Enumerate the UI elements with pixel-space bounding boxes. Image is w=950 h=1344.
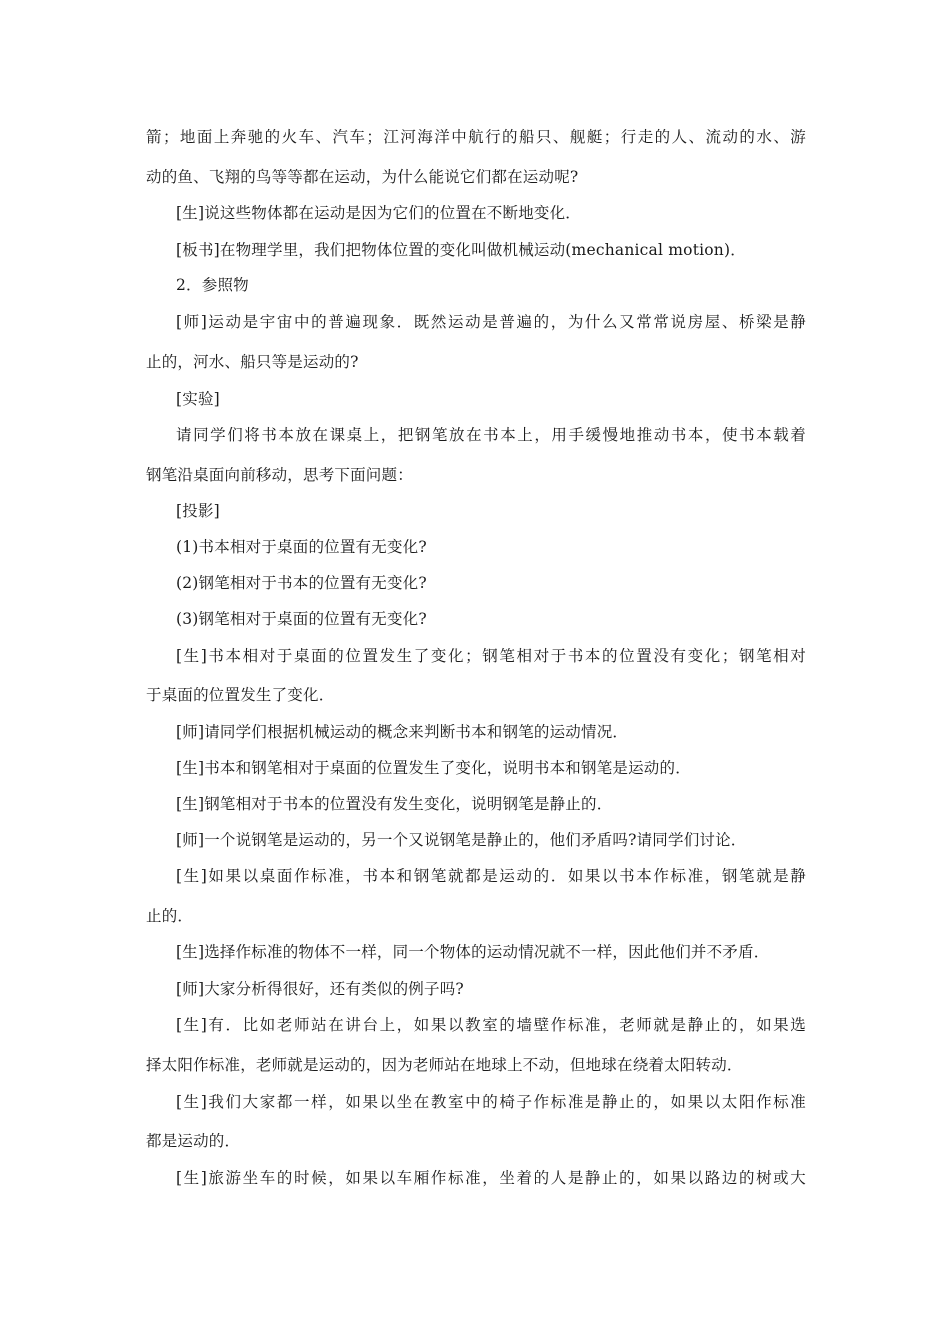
paragraph-line: [生]有．比如老师站在讲台上，如果以教室的墙壁作标准，老师就是静止的，如果选: [176, 1016, 806, 1034]
paragraph-line: [师]一个说钢笔是运动的，另一个又说钢笔是静止的，他们矛盾吗?请同学们讨论．: [176, 831, 747, 849]
paragraph-line: 于桌面的位置发生了变化．: [146, 686, 335, 704]
paragraph-line: [176, 239, 806, 261]
paragraph-line: [生]书本和钢笔相对于桌面的位置发生了变化，说明书本和钢笔是运动的．: [176, 759, 691, 777]
paragraph-line: 止的，河水、船只等是运动的?: [146, 353, 359, 371]
paragraph-line: 择太阳作标准，老师就是运动的，因为老师站在地球上不动，但地球在绕着太阳转动．: [146, 1056, 743, 1074]
paragraph-line: [生]书本相对于桌面的位置发生了变化；钢笔相对于书本的位置没有变化；钢笔相对: [176, 647, 806, 665]
section-heading: 2．参照物: [176, 276, 249, 294]
list-item: (1)书本相对于桌面的位置有无变化?: [176, 538, 427, 556]
paragraph-line: [生]我们大家都一样，如果以坐在教室中的椅子作标准是静止的，如果以太阳作标准: [176, 1093, 806, 1111]
paragraph-line: 请同学们将书本放在课桌上，把钢笔放在书本上，用手缓慢地推动书本，使书本载着: [176, 426, 806, 444]
paragraph-line: [生]说这些物体都在运动是因为它们的位置在不断地变化．: [176, 204, 581, 222]
board-note-text: [板书]在物理学里，我们把物体位置的变化叫做机械运动(mechanical motion)．: [176, 241, 746, 259]
paragraph-line: [师]运动是宇宙中的普遍现象．既然运动是普遍的，为什么又常常说房屋、桥梁是静: [176, 313, 806, 331]
list-item: (3)钢笔相对于桌面的位置有无变化?: [176, 610, 427, 628]
paragraph-line: 钢笔沿桌面向前移动，思考下面问题：: [146, 466, 413, 484]
paragraph-line: [生]钢笔相对于书本的位置没有发生变化，说明钢笔是静止的．: [176, 795, 613, 813]
paragraph-line: [师]请同学们根据机械运动的概念来判断书本和钢笔的运动情况．: [176, 723, 629, 741]
paragraph-line: [实验]: [176, 390, 220, 408]
paragraph-line: 止的．: [146, 907, 194, 925]
paragraph-line: [生]如果以桌面作标准，书本和钢笔就都是运动的．如果以书本作标准，钢笔就是静: [176, 867, 806, 885]
paragraph-line: 都是运动的．: [146, 1132, 241, 1150]
list-item: (2)钢笔相对于书本的位置有无变化?: [176, 574, 427, 592]
paragraph-line: [投影]: [176, 502, 220, 520]
paragraph-line: 动的鱼、飞翔的鸟等等都在运动，为什么能说它们都在运动呢?: [146, 168, 579, 186]
paragraph-line: [生]选择作标准的物体不一样，同一个物体的运动情况就不一样，因此他们并不矛盾．: [176, 943, 770, 961]
paragraph-line: [师]大家分析得很好，还有类似的例子吗?: [176, 980, 464, 998]
paragraph-line: 箭；地面上奔驰的火车、汽车；江河海洋中航行的船只、舰艇；行走的人、流动的水、游: [146, 128, 806, 146]
paragraph-line: [生]旅游坐车的时候，如果以车厢作标准，坐着的人是静止的，如果以路边的树或大: [176, 1169, 806, 1187]
